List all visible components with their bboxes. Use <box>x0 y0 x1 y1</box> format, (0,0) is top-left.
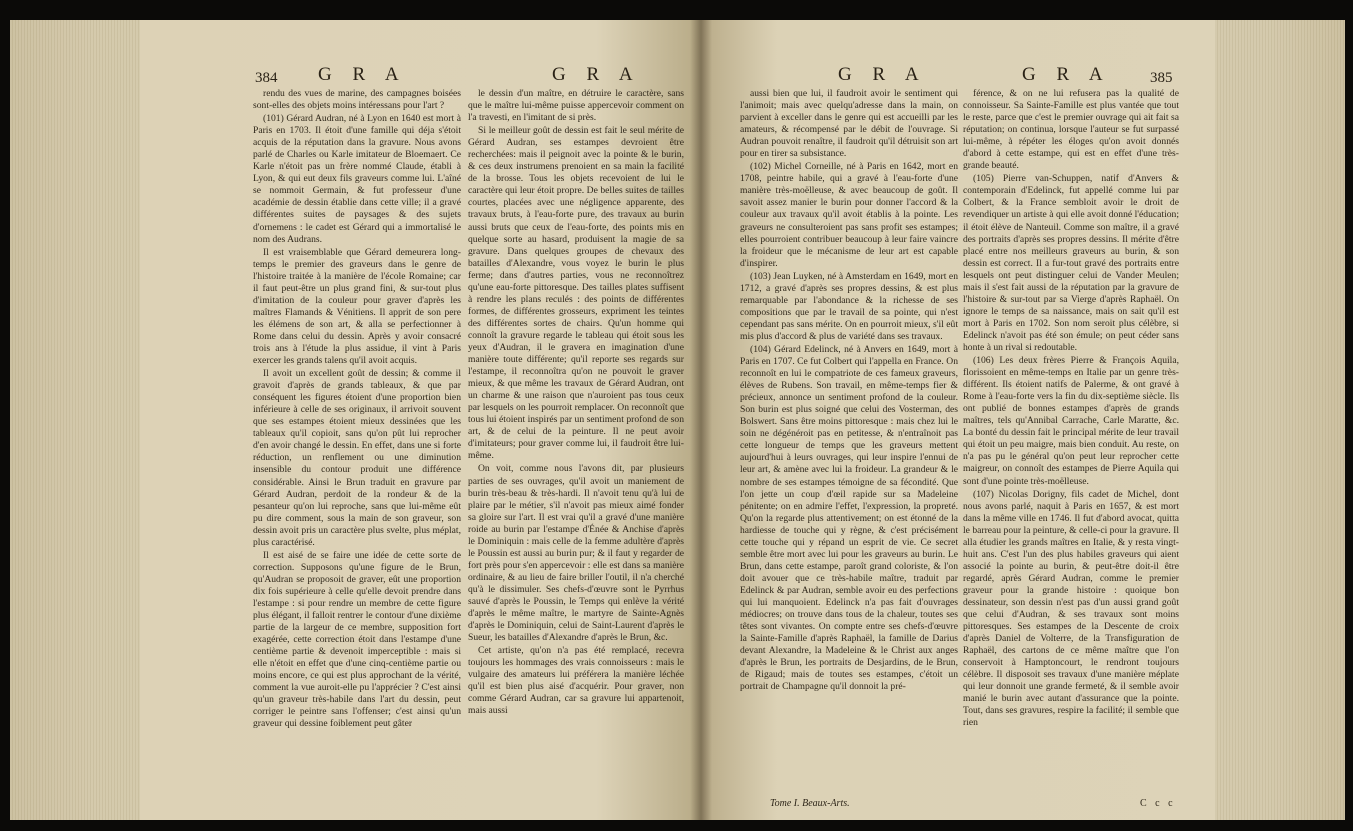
book-gutter <box>690 20 712 820</box>
left-page-edges <box>10 20 140 820</box>
paragraph: (102) Michel Corneille, né à Paris en 1642, mort en 1708, peintre habile, qui a gravé à l'eau-forte d'une manière très-moëlleuse, & avec beaucoup de goût. Il savoit assez manier le burin pour donner l'accord & la couleur aux travaux qu'il avoit établis à la pointe. Les graveurs ne consulteroient pas sans profit ses estampes; elles pourroient contribuer beaucoup à leur faire vaincre la froideur que le mécanisme de leur art est capable d'inspirer. <box>740 161 958 269</box>
left-running-header-2: G R A <box>552 64 641 85</box>
paragraph: Il est vraisemblable que Gérard demeurera long-temps le premier des graveurs dans le genre de l'histoire traitée à la manière de l'école Romaine; car il faut peut-être un plus grand fini, & sur-tout plus d'imitation de la couleur pour graver d'après les maîtres Flamands & Vénitiens. Il apprit de son pere les élémens de son art, & alla se perfectionner à Rome dans celui du dessin. Après y avoir consacré trois ans à l'étude la plus assidue, il vint à Paris exercer les grands talens qu'il avoit acquis. <box>253 246 461 367</box>
paragraph: On voit, comme nous l'avons dit, par plusieurs parties de ses ouvrages, qu'il avoit un maniement de burin très-beau & très-hardi. Il n'avoit tenu qu'à lui de plaire par le métier, s'il n'avoit pas mieux aimé fonder sa gloire sur l'art. Il est vrai qu'il a gravé d'une manière roide au burin par l'estampe d'Énée & Anchise d'après le Dominiquin : mais celle de la femme adultère d'après le Poussin est aussi au burin pur; & il faut y regarder de fort près pour s'en appercevoir : elle est dans sa manière ordinaire, & au lieu de faire briller l'outil, il n'a cherché qu'à le dissimuler. Ses chefs-d'œuvre sont le Pyrrhus sauvé d'après le Poussin, le Temps qui enlève la vérité d'après le même maître, le martyre de Sainte-Agnès d'après le Dominiquin, celui de Saint-Laurent d'après le Sueur, les batailles d'Alexandre d'après le Brun, &c. <box>468 463 684 644</box>
paragraph: le dessin d'un maître, en détruire le caractère, sans que le maître lui-même puisse appercevoir comment on l'a travesti, en l'imitant de si près. <box>468 88 684 124</box>
paragraph: Il est aisé de se faire une idée de cette sorte de correction. Supposons qu'une figure de le Brun, qu'Audran se proposoit de graver, eût une proportion dix fois supérieure à celle qu'elle devoit prendre dans l'estampe : si pour rendre un membre de cette figure plus élégant, il falloit rentrer le contour d'une dixième partie de la largeur de ce membre, supposition fort exagérée, cette correction étoit dans l'estampe d'une centième partie & devenoit imperceptible : mais si elle n'étoit en effet que d'une cinq-centième partie ou moins encore, ce qui est plus approchant de la vérité, comment la vue auroit-elle pu l'apprécier ? C'est ainsi qu'un graveur très-habile dans l'art du dessin, peut corriger le peintre sans l'offenser; c'est ainsi qu'un graveur qui dessine foiblement peut gâter <box>253 549 461 730</box>
paragraph: férence, & on ne lui refusera pas la qualité de connoisseur. Sa Sainte-Famille est plus vantée que tout le reste, parce que c'est le premier ouvrage qui ait fait sa réputation; on continua, lorsque l'auteur se fut surpassé lui-même, à répéter les éloges qu'on avoit donnés d'abord à cette estampe, qui est en effet d'une très-grande beauté. <box>963 88 1179 172</box>
right-page-number: 385 <box>1150 70 1173 86</box>
paragraph: Si le meilleur goût de dessin est fait le seul mérite de Gérard Audran, ses estampes devroient être recherchées: mais il peignoit avec la pointe & le burin, & ces deux instrumens prenoient en sa main la facilité de la brosse. Tous les objets recevoient de lui le caractère qui leur étoit propre. De belles suites de tailles courtes, placées avec une négligence apparente, des travaux bruts, à l'eau-forte pure, des travaux au burin aussi bruts que ceux de l'eau-forte, des points mis en quelque sorte au hasard, produisent la magie de sa gravure. Dans quelques groupes de chevaux des batailles d'Alexandre, vous voyez le burin le plus ferme; dans d'autres parties, vous ne reconnoîtrez qu'une eau-forte pittoresque. Des tailles plates suffisent à rendre les plans reculés : des points de différentes formes, de différentes grosseurs, expriment les teintes des différentes sortes de chairs. Qu'un homme qui connoît la gravure regarde le tableau qui étoit sous les yeux d'Audran, il le gravera en imagination d'une manière toute différente; qu'il reporte ses regards sur l'estampe, il reconnoîtra qu'on ne pouvoit le graver mieux, & que même les travaux de Gérard Audran, ont un charme & une raison que n'auroient pas tous ceux par lesquels on les pourroit remplacer. On reconnoît que tous lui étoient inspirés par un sentiment profond de son art, & de celui de la peinture. Il ne peut avoir d'imitateurs; pour graver comme lui, il faudroit être lui-même. <box>468 125 684 462</box>
column-2 <box>468 88 684 717</box>
paragraph: (104) Gérard Edelinck, né à Anvers en 1649, mort à Paris en 1707. Ce fut Colbert qui l'appella en France. On reconnoît en lui le compatriote de ces fameux graveurs, élèves de Rubens. Son travail, en même-temps fier & précieux, annonce un sentiment profond de la couleur. Son burin est plus soigné que celui des Vosterman, des Bolswert. Sans être moins pittoresque : mais chez lui le soin ne dégénéroit pas en petitesse, & n'entraînoit pas cette longueur de temps que les graveurs mettent aujourd'hui à leurs ouvrages, qui leur inspire l'ennui de leur art, & amène avec lui la froideur. La grandeur & le nombre de ses estampes témoigne de sa fécondité. Que l'on jette un coup d'œil rapide sur sa Madeleine pénitente; on en admire l'effet, l'expression, la propreté. Qu'on la regarde plus attentivement; on est étonné de la hardiesse de touche qui y règne, & c'est précisément cette touche qui y répand un esprit de vie. Ce secret semble être mort avec lui pour les graveurs au burin. Le Brun, dans cette estampe, paroît grand coloriste, & l'on doit avouer que ce très-habile maître, traduit par Edelinck & par Audran, semble avoir eu des perfections qui lui manquoient. Edelinck n'a pas fait d'ouvrages médiocres; on trouve dans tous de la chaleur, toutes ses têtes sont vivantes. On compte entre ses chefs-d'œuvre la Sainte-Famille d'après Raphaël, la famille de Darius devant Alexandre, la Madeleine & le Christ aux anges d'après le Brun, les portraits de Desjardins, de le Brun, de Rigaud; mais de toutes ses estampes, c'étoit un portrait de Champagne qu'il donnoit la pré- <box>740 343 958 693</box>
paragraph: (105) Pierre van-Schuppen, natif d'Anvers & contemporain d'Edelinck, fut appellé comme lui par Colbert, & la France sembloit avoir le droit de revendiquer un artiste à qui elle avoit donné l'éducation; il étoit élève de Nanteuil. Comme son maître, il a gravé des portraits d'après ses propres dessins. Il mérite d'être placé entre nos meilleurs graveurs au burin, & son dessin est correct. Il a fur-tout gravé des portraits entre lesquels ont peut distinguer celui de Vander Meulen; mais il s'est fait aussi de la réputation par la gravure de l'histoire & sur-tout par sa Vierge d'après Raphaël. On ignore le temps de sa naissance, mais on sait qu'il est mort à Paris en 1702. Son nom seroit plus célèbre, si Edelinck n'avoit pas été son émule; on peut céder sans honte à un rival si redoutable. <box>963 173 1179 353</box>
paragraph: (106) Les deux frères Pierre & François Aquila, florissoient en même-temps en Italie par un genre très-différent. Ils étoient natifs de Palerme, & ont gravé à Rome à l'eau-forte vers la fin du dix-septième siècle. Ils ont publié de bonnes estampes d'après de grands maîtres, tels qu'Annibal Carrache, Carle Maratte, &c. La bonté du dessin fait le principal mérite de leur travail qui étoit un peu maigre, mais bien conduit. Au reste, on n'a pas pu le général qu'on peut leur reprocher cette maigreur, on connoît des estampes de Pierre Aquila qui sont d'une pointe très-moëlleuse. <box>963 355 1179 487</box>
paragraph: rendu des vues de marine, des campagnes boisées sont-elles des objets moins intéressans pour l'art ? <box>253 88 461 112</box>
paragraph: aussi bien que lui, il faudroit avoir le sentiment qui l'animoit; mais avec quelqu'adresse dans la main, on parvient à exceller dans le genre qui est accueilli par les amateurs, & récompensé par le débit de l'ouvrage. Si Audran pouvoit renaître, il faudroit qu'il détruisit son art pour en tirer sa subsistance. <box>740 88 958 160</box>
paragraph: Cet artiste, qu'on n'a pas été remplacé, recevra toujours les hommages des vrais connoisseurs : mais le vulgaire des amateurs lui préférera la manière léchée qu'il est bien plus aisé d'acquérir. Pour graver, non comme Gérard Audran, car sa gravure lui appartenoit, mais aussi <box>468 645 684 717</box>
left-page-number: 384 <box>255 70 278 86</box>
paragraph: Il avoit un excellent goût de dessin; & comme il gravoit d'après de grands tableaux, & que par conséquent les figures étoient d'une proportion bien inférieure à celle de ses originaux, il arrivoit souvent que ses estampes étoient mieux dessinées que les tableaux qu'il copioit, sans qu'on pût lui reprocher d'en avoir changé le dessin. En effet, dans une si forte réduction, un renflement ou une diminution insensible du contour produit une différence considérable. Ainsi le Brun traduit en gravure par Gérard Audran, perdoit de la rondeur & de la pesanteur qu'on lui reproche, sans que lui-même eût pu dire comment, sous la main de son graveur, son dessin avoit pris un caractère plus svelte, plus méplat, plus caractérisé. <box>253 368 461 548</box>
paragraph: (107) Nicolas Dorigny, fils cadet de Michel, dont nous avons parlé, naquit à Paris en 1657, & est mort dans la même ville en 1746. Il fut d'abord avocat, quitta le barreau pour la peinture, & celle-ci pour la gravure. Il alla étudier les grands maîtres en Italie, & y resta vingt-huit ans. C'est l'un des plus habiles graveurs qui aient associé la pointe au burin, & peut-être doit-il être regardé, après Gérard Audran, comme le premier graveur pour la grande histoire : quoique bon dessinateur, son dessin n'est pas d'un aussi grand goût que celui d'Audran, & ses travaux sont moins pittoresques. Ses estampes de la Descente de croix d'après Daniel de Volterre, de la Transfiguration de Raphaël, des cartons de ce même maître que l'on conservoit à Hamptoncourt, le rendront toujours célèbre. Il disposoit ses travaux d'une manière méplate qui leur donnoit une grande fermeté, & il semble avoir manié le burin avec autant d'assurance que la pointe. Tout, dans ses gravures, respire la facilité; il semble que rien <box>963 488 1179 729</box>
right-page-edges <box>1215 20 1345 820</box>
page-footer: Tome I. Beaux-Arts. <box>770 798 850 809</box>
left-running-header-1: G R A <box>318 64 407 85</box>
signature-mark: C c c <box>1140 798 1176 809</box>
paragraph: (101) Gérard Audran, né à Lyon en 1640 est mort à Paris en 1703. Il étoit d'une famille qui déja s'étoit acquis de la réputation dans la gravure. Nous avons parlé de Charles ou Karle imitateur de Bloemaert. Ce Karle n'étoit pas un frère nommé Claude, établi à Lyon, & qui eut deux fils graveurs comme lui. L'aîné se nommoit Germain, & fut professeur d'une académie de dessin établie dans cette ville; il a gravé différentes suites de paysages & des sujets d'ornemens : le cadet est Gérard qui a immortalisé le nom des Audrans. <box>253 113 461 245</box>
right-running-header-2: G R A <box>1022 64 1111 85</box>
right-running-header-1: G R A <box>838 64 927 85</box>
column-4 <box>963 88 1179 729</box>
column-3 <box>740 88 958 693</box>
column-1 <box>253 88 461 730</box>
paragraph: (103) Jean Luyken, né à Amsterdam en 1649, mort en 1712, a gravé d'après ses propres dessins, & est plus remarquable par l'abondance & la richesse de ses compositions que par le travail de sa pointe, qui n'est cependant pas sans mérite. On en pourroit mieux, s'il eût mis plus d'accord & plus de variété dans ses travaux. <box>740 270 958 342</box>
